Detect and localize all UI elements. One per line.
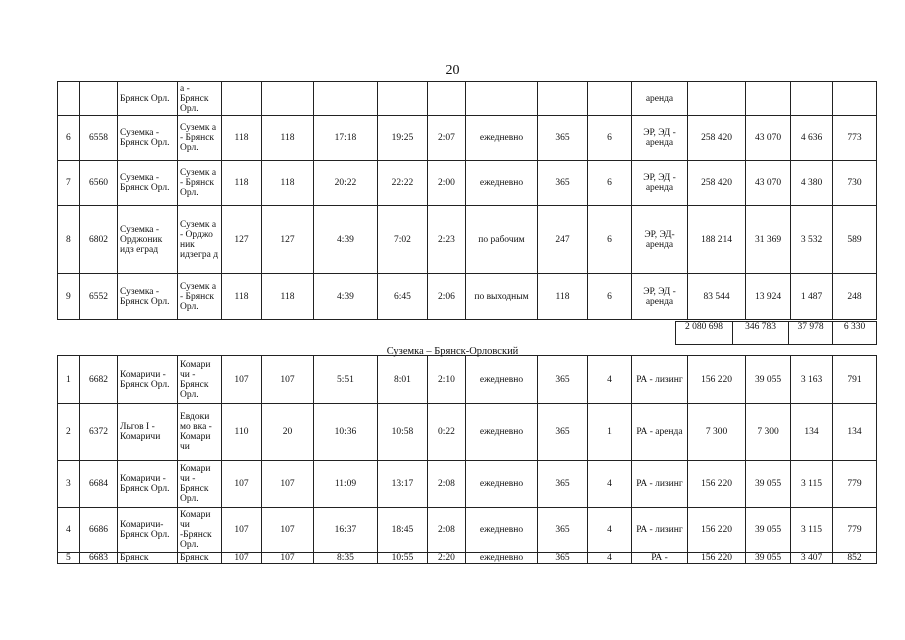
- table-cell: аренда: [632, 82, 688, 116]
- table-cell: [833, 82, 877, 116]
- table-cell: 7:02: [378, 206, 428, 274]
- table-cell: ежедневно: [466, 461, 538, 508]
- table-cell: 156 220: [688, 461, 746, 508]
- table-cell: 2: [58, 404, 80, 461]
- table-cell: 107: [262, 553, 314, 564]
- total-value: 37 978: [789, 322, 833, 345]
- table-row: [58, 508, 877, 553]
- table-cell: 2:10: [428, 356, 466, 404]
- table-cell: РА - лизинг: [632, 508, 688, 553]
- table-cell: Комаричи - Брянск Орл.: [118, 356, 178, 404]
- table-cell: 188 214: [688, 206, 746, 274]
- table-cell: Суземк а - Брянск Орл.: [178, 161, 222, 206]
- table-cell: 4 636: [791, 116, 833, 161]
- table-cell: ежедневно: [466, 553, 538, 564]
- table-cell: [314, 82, 378, 116]
- table-cell: 779: [833, 461, 877, 508]
- table-cell: 1: [588, 404, 632, 461]
- table-cell: 3 532: [791, 206, 833, 274]
- table-cell: 2:23: [428, 206, 466, 274]
- table-cell: по выходным: [466, 274, 538, 320]
- table-cell: [466, 82, 538, 116]
- table-cell: ежедневно: [466, 116, 538, 161]
- table-cell: [80, 82, 118, 116]
- table-cell: 248: [833, 274, 877, 320]
- schedule-table-1: [57, 81, 877, 320]
- table-cell: 13:17: [378, 461, 428, 508]
- table-cell: 118: [262, 274, 314, 320]
- table-row: [58, 82, 877, 116]
- table-cell: [746, 82, 791, 116]
- table-cell: РА - аренда: [632, 404, 688, 461]
- table-row: [58, 461, 877, 508]
- table-cell: 118: [262, 161, 314, 206]
- table-cell: 110: [222, 404, 262, 461]
- table-cell: 39 055: [746, 356, 791, 404]
- table-cell: 107: [262, 461, 314, 508]
- table-cell: 365: [538, 461, 588, 508]
- table-cell: 13 924: [746, 274, 791, 320]
- table-cell: 8:35: [314, 553, 378, 564]
- table-cell: Комаричи- Брянск Орл.: [118, 508, 178, 553]
- table-cell: [58, 82, 80, 116]
- table-cell: 6372: [80, 404, 118, 461]
- table-row: [58, 553, 877, 564]
- table-cell: [378, 82, 428, 116]
- table-cell: 83 544: [688, 274, 746, 320]
- table-cell: [538, 82, 588, 116]
- table-cell: [588, 82, 632, 116]
- table-row: [58, 116, 877, 161]
- table-cell: Суземка - Брянск Орл.: [118, 161, 178, 206]
- table-cell: 3 115: [791, 508, 833, 553]
- table-cell: 2:00: [428, 161, 466, 206]
- table-cell: Брянск: [178, 553, 222, 564]
- table-cell: Суземка - Брянск Орл.: [118, 116, 178, 161]
- table-cell: РА - лизинг: [632, 461, 688, 508]
- table-cell: [428, 82, 466, 116]
- table-cell: 118: [222, 116, 262, 161]
- total-value: 2 080 698: [676, 322, 733, 345]
- table-cell: 10:58: [378, 404, 428, 461]
- table-cell: 4 380: [791, 161, 833, 206]
- page-number: 20: [445, 63, 460, 78]
- table-cell: 19:25: [378, 116, 428, 161]
- table-cell: Льгов I - Комаричи: [118, 404, 178, 461]
- table-cell: 22:22: [378, 161, 428, 206]
- table-cell: 6: [58, 116, 80, 161]
- table-cell: 107: [262, 356, 314, 404]
- table-row: [58, 161, 877, 206]
- table-cell: 8:01: [378, 356, 428, 404]
- table-cell: 365: [538, 116, 588, 161]
- table-cell: ежедневно: [466, 161, 538, 206]
- table-cell: 107: [222, 461, 262, 508]
- table-cell: 2:06: [428, 274, 466, 320]
- table-cell: 4: [588, 508, 632, 553]
- table-cell: 852: [833, 553, 877, 564]
- table-row: [58, 206, 877, 274]
- table-cell: 6682: [80, 356, 118, 404]
- table-cell: 127: [222, 206, 262, 274]
- total-value: 346 783: [733, 322, 789, 345]
- table-cell: 779: [833, 508, 877, 553]
- table-cell: 6: [588, 206, 632, 274]
- table-cell: Комари чи - Брянск Орл.: [178, 356, 222, 404]
- table-cell: 4: [58, 508, 80, 553]
- table-cell: 6: [588, 161, 632, 206]
- table-cell: 2:08: [428, 461, 466, 508]
- table-cell: 43 070: [746, 161, 791, 206]
- table-cell: 6684: [80, 461, 118, 508]
- table-cell: 773: [833, 116, 877, 161]
- table-cell: 9: [58, 274, 80, 320]
- table-cell: 365: [538, 553, 588, 564]
- table-cell: 118: [262, 116, 314, 161]
- table-cell: 7 300: [688, 404, 746, 461]
- table-cell: РА - лизинг: [632, 356, 688, 404]
- table-cell: 6686: [80, 508, 118, 553]
- table-cell: 10:55: [378, 553, 428, 564]
- table-cell: 7: [58, 161, 80, 206]
- table-cell: Комари чи - Брянск Орл.: [178, 461, 222, 508]
- table-cell: 0:22: [428, 404, 466, 461]
- table-cell: Суземк а - Орджо ник идзегра д: [178, 206, 222, 274]
- table-cell: [262, 82, 314, 116]
- table-cell: ЭР, ЭД- аренда: [632, 206, 688, 274]
- table-cell: 5:51: [314, 356, 378, 404]
- table-cell: 6: [588, 274, 632, 320]
- table-cell: ЭР, ЭД - аренда: [632, 274, 688, 320]
- table-cell: 118: [538, 274, 588, 320]
- table-cell: ежедневно: [466, 356, 538, 404]
- table-cell: 4:39: [314, 206, 378, 274]
- table-cell: 39 055: [746, 508, 791, 553]
- table-cell: 156 220: [688, 553, 746, 564]
- table-cell: 118: [222, 274, 262, 320]
- table-cell: Комаричи - Брянск Орл.: [118, 461, 178, 508]
- table-cell: 17:18: [314, 116, 378, 161]
- table-row: [58, 404, 877, 461]
- table-cell: 6802: [80, 206, 118, 274]
- table-cell: 730: [833, 161, 877, 206]
- table-cell: 2:20: [428, 553, 466, 564]
- table-cell: 4:39: [314, 274, 378, 320]
- table-cell: 10:36: [314, 404, 378, 461]
- table-cell: [791, 82, 833, 116]
- table-cell: 258 420: [688, 161, 746, 206]
- totals-row: [675, 321, 877, 345]
- table-cell: Комари чи -Брянск Орл.: [178, 508, 222, 553]
- table-cell: 107: [222, 508, 262, 553]
- table-cell: 107: [222, 356, 262, 404]
- table-cell: а - Брянск Орл.: [178, 82, 222, 116]
- table-cell: 365: [538, 404, 588, 461]
- table-cell: 1 487: [791, 274, 833, 320]
- table-cell: 107: [262, 508, 314, 553]
- table-cell: 365: [538, 161, 588, 206]
- table-cell: 156 220: [688, 508, 746, 553]
- table-cell: 8: [58, 206, 80, 274]
- table-cell: Евдоки мо вка - Комари чи: [178, 404, 222, 461]
- table-cell: 3 407: [791, 553, 833, 564]
- table-cell: 6683: [80, 553, 118, 564]
- table-cell: ЭР, ЭД - аренда: [632, 116, 688, 161]
- table-cell: 134: [833, 404, 877, 461]
- table-row: [58, 274, 877, 320]
- table-cell: 20:22: [314, 161, 378, 206]
- table-cell: Брянск Орл.: [118, 82, 178, 116]
- table-cell: 156 220: [688, 356, 746, 404]
- table-cell: 258 420: [688, 116, 746, 161]
- table-cell: 118: [222, 161, 262, 206]
- table-cell: 4: [588, 553, 632, 564]
- table-cell: 365: [538, 508, 588, 553]
- table-cell: 20: [262, 404, 314, 461]
- table-cell: 39 055: [746, 461, 791, 508]
- table-cell: 6552: [80, 274, 118, 320]
- table-cell: 134: [791, 404, 833, 461]
- section-title: Суземка – Брянск-Орловский: [386, 346, 519, 357]
- table-cell: Суземк а - Брянск Орл.: [178, 116, 222, 161]
- table-cell: 6560: [80, 161, 118, 206]
- table-cell: ЭР, ЭД - аренда: [632, 161, 688, 206]
- table-cell: ежедневно: [466, 404, 538, 461]
- table-cell: 6: [588, 116, 632, 161]
- table-cell: 16:37: [314, 508, 378, 553]
- table-cell: 4: [588, 356, 632, 404]
- table-cell: 365: [538, 356, 588, 404]
- table-cell: [222, 82, 262, 116]
- table-cell: 18:45: [378, 508, 428, 553]
- table-cell: Суземка - Брянск Орл.: [118, 274, 178, 320]
- table-cell: 127: [262, 206, 314, 274]
- table-cell: 39 055: [746, 553, 791, 564]
- table-cell: 11:09: [314, 461, 378, 508]
- table-cell: 31 369: [746, 206, 791, 274]
- table-cell: 589: [833, 206, 877, 274]
- table-cell: Суземк а - Брянск Орл.: [178, 274, 222, 320]
- table-cell: Брянск: [118, 553, 178, 564]
- table-cell: Суземка - Орджоник идз еград: [118, 206, 178, 274]
- table-row: [58, 356, 877, 404]
- table-cell: 2:07: [428, 116, 466, 161]
- table-cell: 5: [58, 553, 80, 564]
- table-cell: по рабочим: [466, 206, 538, 274]
- table-cell: 6:45: [378, 274, 428, 320]
- table-cell: 7 300: [746, 404, 791, 461]
- table-cell: 2:08: [428, 508, 466, 553]
- table-cell: [688, 82, 746, 116]
- schedule-table-2: [57, 355, 877, 564]
- table-cell: 107: [222, 553, 262, 564]
- table-cell: 3 115: [791, 461, 833, 508]
- table-cell: 247: [538, 206, 588, 274]
- table-cell: 1: [58, 356, 80, 404]
- table-cell: 6558: [80, 116, 118, 161]
- table-cell: ежедневно: [466, 508, 538, 553]
- table-cell: 3: [58, 461, 80, 508]
- table-cell: 43 070: [746, 116, 791, 161]
- table-cell: РА -: [632, 553, 688, 564]
- table-cell: 4: [588, 461, 632, 508]
- total-value: 6 330: [833, 322, 877, 345]
- table-cell: 791: [833, 356, 877, 404]
- table-cell: 3 163: [791, 356, 833, 404]
